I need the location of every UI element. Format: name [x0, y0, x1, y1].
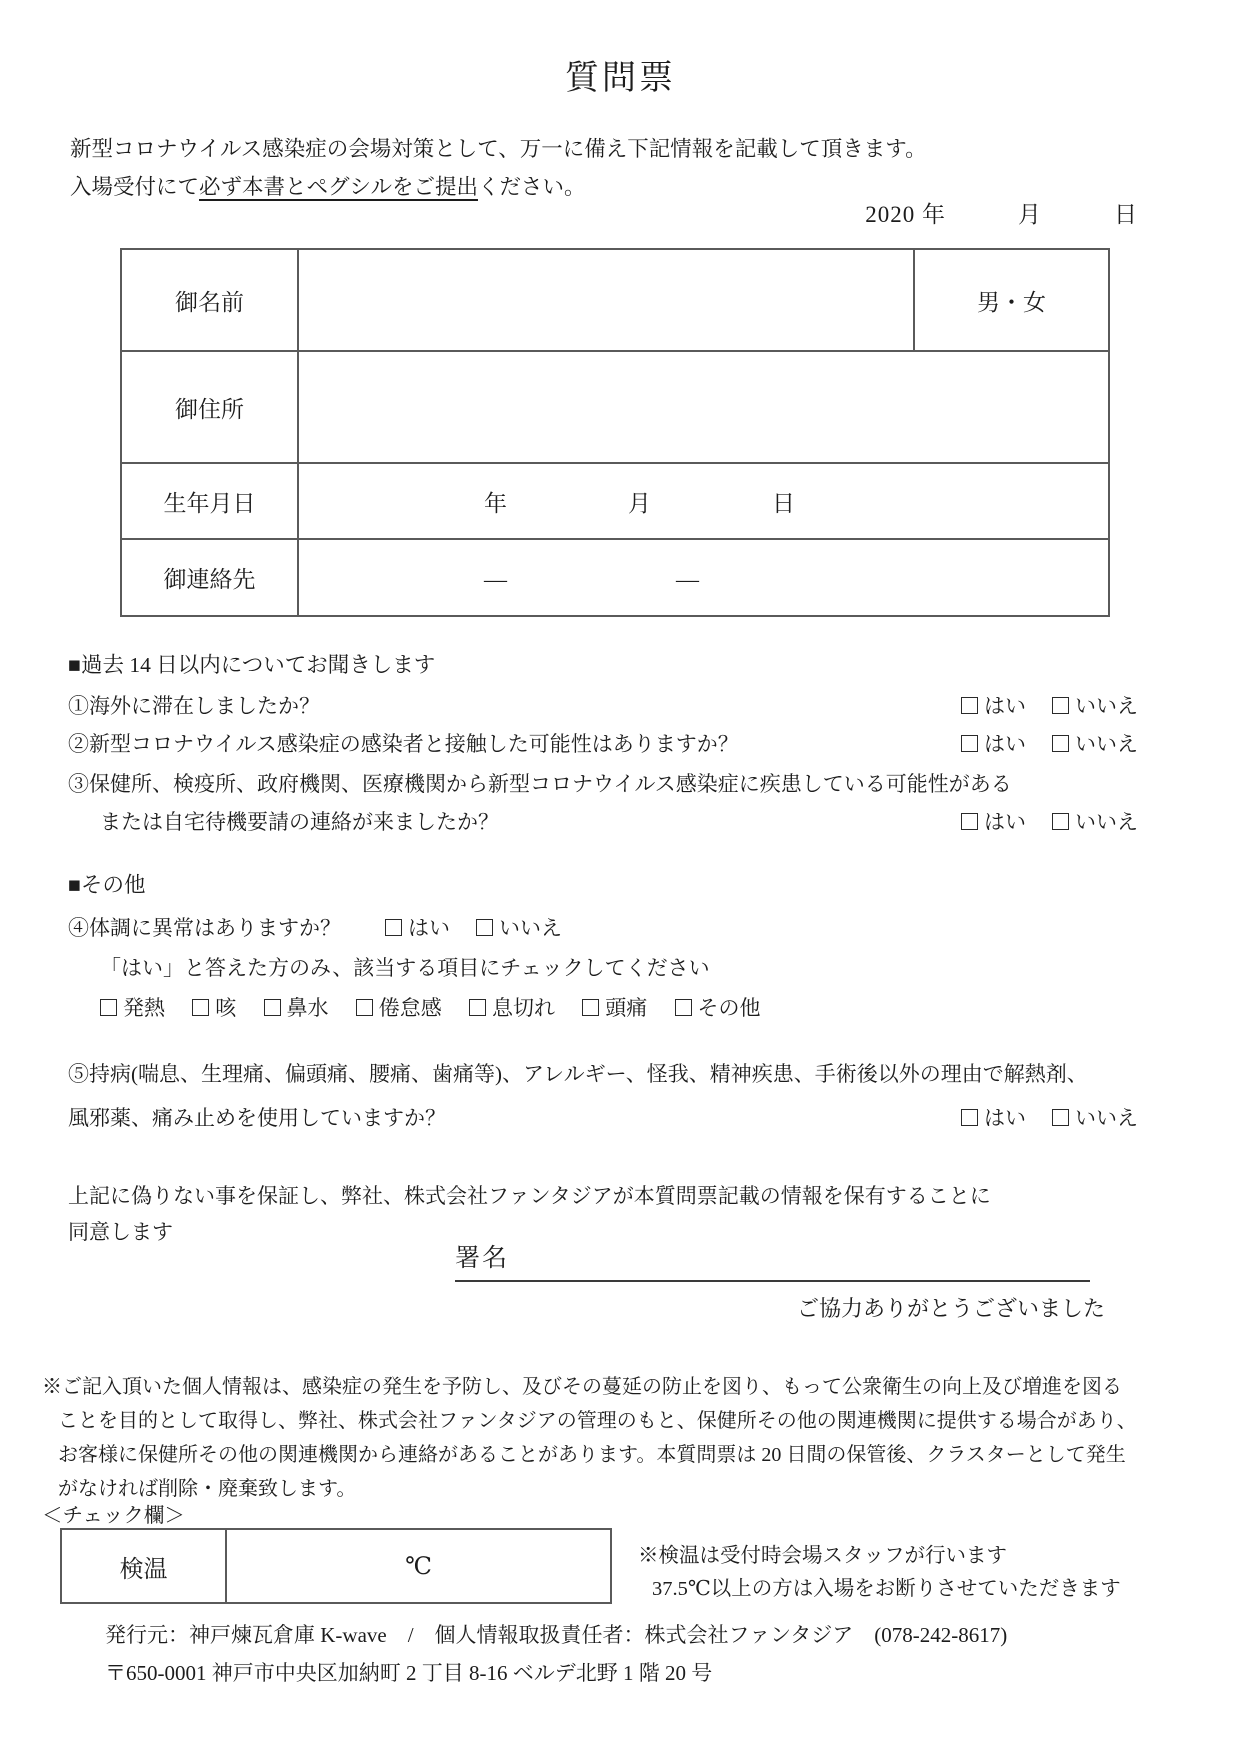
gender-selector[interactable]: 男・女	[914, 249, 1109, 351]
symptom-label: 息切れ	[492, 996, 555, 1020]
symptom-label: 咳	[215, 996, 237, 1020]
symptom-item	[469, 996, 555, 1020]
question-3-line2: または自宅待機要請の連絡が来ましたか？	[100, 810, 499, 834]
q1-no-checkbox[interactable]	[1052, 697, 1069, 714]
temperature-field-cell[interactable]: ℃	[226, 1529, 611, 1603]
question-5-answers	[961, 1102, 1138, 1132]
thanks-text: ご協力ありがとうございました	[796, 1296, 1105, 1321]
temperature-label: 検温	[61, 1529, 226, 1603]
symptom-cough-checkbox[interactable]	[192, 999, 209, 1016]
question-2-row	[68, 728, 1138, 758]
question-4-row	[68, 912, 562, 942]
symptom-other-checkbox[interactable]	[675, 999, 692, 1016]
temperature-section	[60, 1528, 1121, 1606]
q4-yes-label: はい	[408, 916, 450, 940]
privacy-line1: ※ご記入頂いた個人情報は、感染症の発生を予防し、及びその蔓延の防止を図り、もって公衆衛生の向上及び増進を図る	[42, 1376, 1122, 1398]
footer	[105, 1616, 1007, 1692]
symptom-item	[582, 996, 647, 1020]
table-row	[121, 351, 1109, 463]
question-5-line1: ⑤持病(喘息、生理痛、偏頭痛、腰痛、歯痛等)、アレルギー、怪我、精神疾患、手術後以外の理由で解熱剤、	[68, 1062, 1088, 1086]
symptom-runnynose-checkbox[interactable]	[264, 999, 281, 1016]
check-section-label: ＜チェック欄＞	[42, 1505, 185, 1527]
personal-info-table	[120, 248, 1110, 617]
signature-label: 署名	[455, 1245, 510, 1272]
address-label: 御住所	[121, 351, 298, 463]
symptom-item	[192, 996, 236, 1020]
temperature-table	[60, 1528, 612, 1604]
contact-label: 御連絡先	[121, 539, 298, 616]
symptom-item	[264, 996, 329, 1020]
contact-field-cell[interactable]: ― ―	[298, 539, 1109, 616]
symptom-breathless-checkbox[interactable]	[469, 999, 486, 1016]
question-5-line2: 風邪薬、痛み止めを使用していますか？	[68, 1106, 446, 1130]
q2-no-label: いいえ	[1075, 732, 1138, 756]
q4-yes-checkbox[interactable]	[385, 919, 402, 936]
symptom-item	[100, 996, 165, 1020]
q4-no-checkbox[interactable]	[476, 919, 493, 936]
table-row	[121, 463, 1109, 539]
address-field-cell[interactable]	[298, 351, 1109, 463]
privacy-line2: ことを目的として取得し、弊社、株式会社ファンタジアの管理のもと、保健所その他の関連機関に提供する場合があり、	[58, 1410, 1137, 1432]
question-4-text: ④体調に異常はありますか？	[68, 916, 341, 940]
question-3-line1: ③保健所、検疫所、政府機関、医療機関から新型コロナウイルス感染症に疾患している可能性がある	[68, 772, 1012, 796]
footer-publisher-line: 発行元：神戸煉瓦倉庫 K-wave / 個人情報取扱責任者：株式会社ファンタジア (078-242-8617)	[105, 1623, 1008, 1647]
symptom-label: 頭痛	[605, 996, 648, 1020]
intro-paragraph	[70, 130, 927, 206]
intro-line2-underlined: 必ず本書とペグシルをご提出	[199, 175, 478, 199]
temperature-note-line1: ※検温は受付時会場スタッフが行います	[638, 1545, 1007, 1567]
q2-no-checkbox[interactable]	[1052, 735, 1069, 752]
consent-line1: 上記に偽りない事を保証し、弊社、株式会社ファンタジアが本質問票記載の情報を保有することに	[68, 1184, 991, 1208]
q1-yes-checkbox[interactable]	[961, 697, 978, 714]
date-line: 2020 年 月 日	[865, 202, 1138, 227]
q5-yes-checkbox[interactable]	[961, 1109, 978, 1126]
privacy-line3: お客様に保健所その他の関連機関から連絡があることがあります。本質問票は 20 日間の保管後、クラスターとして発生	[58, 1444, 1126, 1466]
q1-yes-label: はい	[984, 694, 1026, 718]
q5-no-label: いいえ	[1075, 1106, 1138, 1130]
symptom-label: その他	[697, 996, 761, 1020]
symptom-fatigue-checkbox[interactable]	[356, 999, 373, 1016]
section-other-heading: ■その他	[68, 873, 146, 897]
q3-yes-checkbox[interactable]	[961, 813, 978, 830]
intro-line2-post: ください。	[477, 175, 586, 199]
symptom-checklist	[100, 992, 783, 1022]
question-2-answers	[961, 728, 1138, 758]
question-2-text: ②新型コロナウイルス感染症の感染者と接触した可能性はありますか？	[68, 732, 739, 756]
section-past14-heading: ■過去 14 日以内についてお聞きします	[68, 653, 436, 677]
symptom-item	[675, 996, 761, 1020]
question-3-answers	[961, 806, 1138, 836]
signature-line[interactable]	[455, 1238, 1090, 1282]
temperature-note-line2: 37.5℃以上の方は入場をお断りさせていただきます	[652, 1578, 1121, 1600]
birth-field-cell[interactable]: 年 月 日	[298, 463, 1109, 539]
birth-label: 生年月日	[121, 463, 298, 539]
symptom-label: 発熱	[123, 996, 165, 1020]
consent-line2: 同意します	[68, 1220, 173, 1244]
question-3-row	[68, 806, 1138, 836]
temperature-note	[638, 1528, 1121, 1606]
q3-yes-label: はい	[984, 810, 1026, 834]
page-title: 質問票	[565, 60, 676, 97]
question-1-row	[68, 690, 1138, 720]
q1-no-label: いいえ	[1075, 694, 1138, 718]
table-row	[121, 249, 1109, 351]
question-4-note: 「はい」と答えた方のみ、該当する項目にチェックしてください	[100, 956, 710, 980]
question-4-answers	[385, 916, 562, 940]
name-field-cell[interactable]	[298, 249, 914, 351]
symptom-label: 鼻水	[286, 996, 329, 1020]
q3-no-label: いいえ	[1075, 810, 1138, 834]
question-1-answers	[961, 690, 1138, 720]
q5-yes-label: はい	[984, 1106, 1026, 1130]
symptom-fever-checkbox[interactable]	[100, 999, 117, 1016]
question-5-row	[68, 1102, 1138, 1132]
q5-no-checkbox[interactable]	[1052, 1109, 1069, 1126]
question-1-text: ①海外に滞在しましたか？	[68, 694, 320, 718]
symptom-label: 倦怠感	[378, 996, 442, 1020]
footer-address-line: 〒650-0001 神戸市中央区加納町 2 丁目 8-16 ベルデ北野 1 階 20 号	[105, 1661, 713, 1685]
table-row	[61, 1529, 611, 1603]
name-label: 御名前	[121, 249, 298, 351]
privacy-line4: がなければ削除・廃棄致します。	[58, 1478, 357, 1500]
q2-yes-label: はい	[984, 732, 1026, 756]
privacy-note	[42, 1370, 1137, 1506]
q3-no-checkbox[interactable]	[1052, 813, 1069, 830]
q4-no-label: いいえ	[499, 916, 562, 940]
table-row	[121, 539, 1109, 616]
q2-yes-checkbox[interactable]	[961, 735, 978, 752]
intro-line2-pre: 入場受付にて	[70, 175, 200, 199]
symptom-headache-checkbox[interactable]	[582, 999, 599, 1016]
intro-line1: 新型コロナウイルス感染症の会場対策として、万一に備え下記情報を記載して頂きます。	[70, 137, 927, 161]
symptom-item	[356, 996, 442, 1020]
